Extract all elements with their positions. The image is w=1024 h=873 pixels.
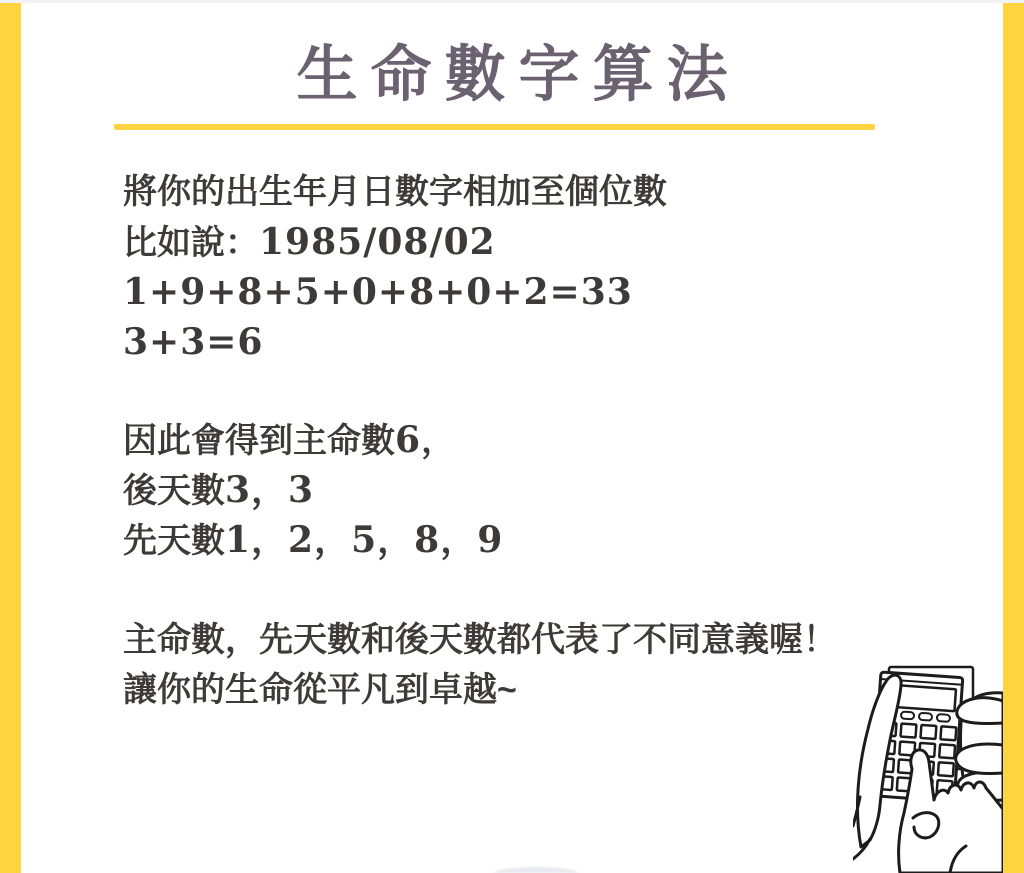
- text-segment: ，: [421, 422, 456, 460]
- text-segment: 讓你的生命從平凡到卓越~: [123, 671, 517, 709]
- body-line: [123, 415, 503, 465]
- body-line: [123, 267, 667, 317]
- text-segment: 1+9+8+5+0+8+0+2=33: [123, 271, 633, 313]
- result-paragraph: [123, 415, 503, 565]
- right-border-bar: [1003, 0, 1024, 873]
- body-line: [123, 317, 667, 367]
- top-edge-strip: [0, 0, 1024, 3]
- text-segment: 因此會得到主命數: [123, 422, 395, 460]
- body-line: [123, 665, 837, 715]
- text-segment: 將你的出生年月日數字相加至個位數: [123, 173, 667, 211]
- meaning-paragraph: [123, 615, 837, 715]
- text-segment: 1，2，5，8，9: [225, 519, 504, 561]
- text-segment: 後天數: [123, 472, 225, 510]
- text-segment: 先天數: [123, 522, 225, 560]
- text-segment: 1985/08/02: [259, 221, 496, 263]
- text-segment: 3+3=6: [123, 321, 264, 363]
- body-line: [123, 217, 667, 267]
- text-segment: 6: [395, 419, 422, 461]
- title-divider: [114, 124, 875, 130]
- body-line: [123, 167, 667, 217]
- body-line: [123, 615, 837, 665]
- text-segment: 3，3: [225, 469, 315, 511]
- bottom-element-peek: [494, 867, 578, 873]
- text-segment: 主命數，先天數和後天數都代表了不同意義喔！: [123, 621, 837, 659]
- left-border-bar: [0, 0, 21, 873]
- body-line: [123, 465, 503, 515]
- page-title: 生命數字算法: [296, 40, 741, 108]
- hand-holding-calculator-illustration: [853, 663, 1003, 873]
- text-segment: 比如說：: [123, 224, 259, 262]
- body-line: [123, 515, 503, 565]
- intro-paragraph: [123, 167, 667, 367]
